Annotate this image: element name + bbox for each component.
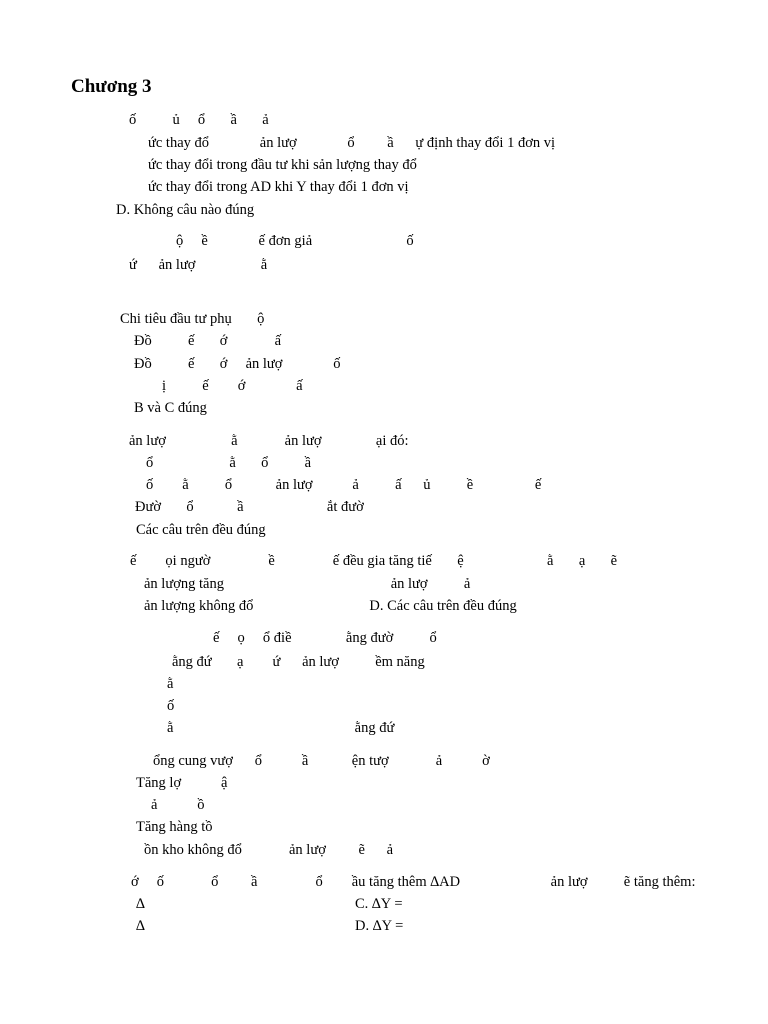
q7-option-a: Tăng lợ ậ: [136, 775, 228, 791]
q8-line: ớ ố ổ ầ ổ ầu tăng thêm ∆AD ản lượ ẽ tăng thêm:: [131, 874, 696, 890]
q6-option-b: ằ: [167, 676, 174, 692]
q5-options-cd: ản lượng không đổ D. Các câu trên đều đúng: [144, 598, 517, 614]
q8-option-c: C. ∆Y =: [355, 896, 403, 912]
q3-option-c: ị ế ớ ấ: [162, 378, 303, 394]
q2-line-2: ứ ản lượ ằ: [129, 257, 268, 273]
q8-option-b: ∆: [136, 918, 145, 934]
q2-line: ộ ề ế đơn giả ố: [176, 233, 414, 249]
q5-options-ab: ản lượng tăng ản lượ ả: [144, 576, 471, 592]
q8-option-a: ∆: [136, 896, 145, 912]
chapter-title: Chương 3: [71, 76, 152, 97]
q1-option-b: ức thay đổi trong đầu tư khi sản lượng thay đổ: [148, 157, 417, 173]
q4-option-b: ố ằ ổ ản lượ ả ấ ủ ề ế: [146, 477, 542, 493]
q3-option-b: Đồ ế ớ ản lượ ố: [134, 356, 341, 372]
q4-option-c: Đườ ổ ầ ắt đườ: [135, 499, 364, 515]
q6-option-d: ằ ằng đứ: [167, 720, 395, 736]
q8-option-d: D. ∆Y =: [355, 918, 404, 934]
q1-option-c: ức thay đổi trong AD khi Y thay đổi 1 đơn vị: [148, 179, 409, 195]
q3-option-d: B và C đúng: [134, 400, 207, 416]
q4-option-d: Các câu trên đều đúng: [136, 522, 266, 538]
q6-option-a: ằng đứ ạ ứ ản lượ ềm năng: [172, 654, 425, 670]
q1-line: ố ủ ổ ầ ả: [129, 112, 269, 128]
q7-option-d: ồn kho không đổ ản lượ ẽ ả: [144, 842, 394, 858]
q3-option-a: Đồ ế ớ ấ: [134, 333, 282, 349]
q3-line: Chi tiêu đầu tư phụ ộ: [120, 311, 265, 327]
q6-option-c: ố: [167, 698, 175, 714]
q1-option-d: D. Không câu nào đúng: [116, 202, 255, 218]
q4-option-a: ổ ằ ổ ầ: [146, 455, 312, 471]
q6-line: ế ọ ổ điề ằng đườ ổ: [213, 630, 437, 646]
q4-line: ản lượ ằ ản lượ ại đó:: [129, 433, 409, 449]
q7-option-c: Tăng hàng tồ: [136, 819, 213, 835]
q7-line: ổng cung vượ ổ ầ ện tượ ả ờ: [153, 753, 490, 769]
q1-option-a: ức thay đổ ản lượ ổ ầ ự định thay đổi 1 đơn vị: [148, 135, 556, 151]
q7-option-b: ả ồ: [151, 797, 205, 813]
q5-line: ế ọi ngườ ề ế đều gia tăng tiế ệ ằ ạ ẽ: [130, 553, 618, 569]
